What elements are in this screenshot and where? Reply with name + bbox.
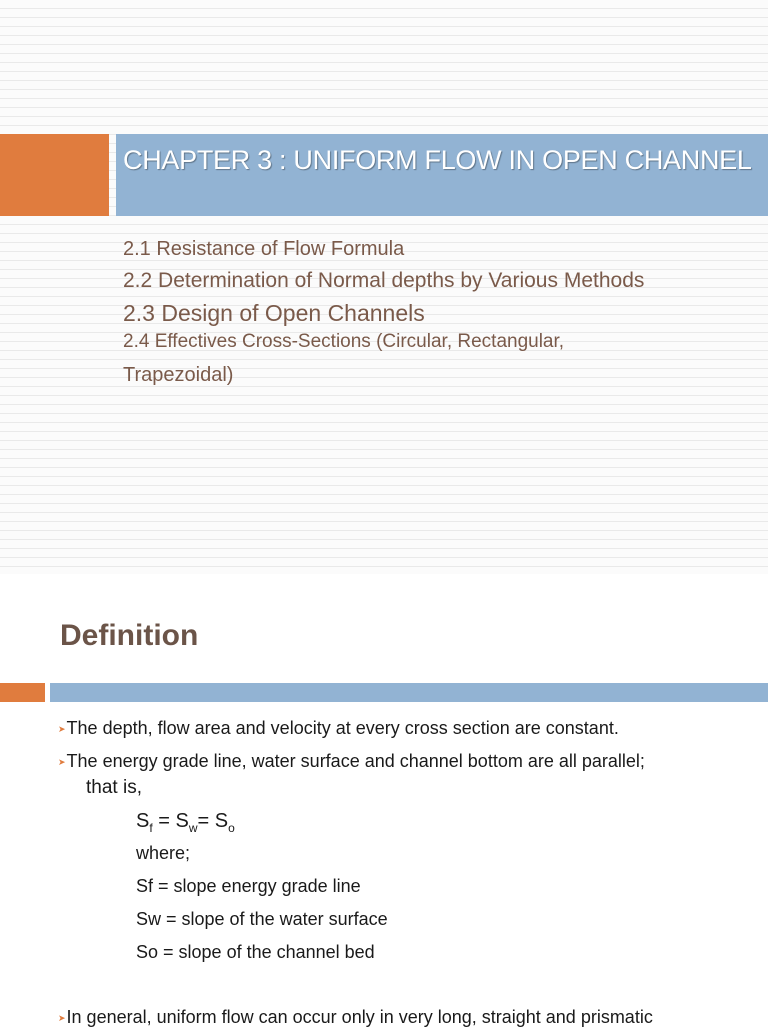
outline-item-2-4: 2.4 Effectives Cross-Sections (Circular, Rectangular, bbox=[123, 331, 565, 352]
outline-item-2-1: 2.1 Resistance of Flow Formula bbox=[123, 238, 405, 260]
bullet-2-continuation: that is, bbox=[86, 777, 142, 798]
slide-title: CHAPTER 3 : UNIFORM FLOW IN OPEN CHANNEL bbox=[123, 145, 752, 175]
where-label: where; bbox=[136, 843, 191, 863]
outline-item-2-3: 2.3 Design of Open Channels bbox=[123, 300, 425, 326]
outline-item-2-2: 2.2 Determination of Normal depths by Various Methods bbox=[123, 269, 645, 292]
bullet-arrow-icon: ➤ bbox=[58, 756, 66, 767]
outline-item-2-4-cont: Trapezoidal) bbox=[123, 364, 234, 386]
definition-title: Definition bbox=[60, 619, 199, 652]
definition-sf: Sf = slope energy grade line bbox=[136, 876, 361, 896]
blue-accent-bar bbox=[50, 683, 768, 702]
bullet-arrow-icon: ➤ bbox=[58, 1012, 66, 1023]
bullet-2: ➤The energy grade line, water surface and channel bottom are all parallel; bbox=[58, 751, 645, 771]
bullet-1: ➤The depth, flow area and velocity at every cross section are constant. bbox=[58, 718, 619, 738]
orange-accent-bar bbox=[0, 683, 45, 702]
definition-sw: Sw = slope of the water surface bbox=[136, 909, 388, 929]
orange-accent-block bbox=[0, 134, 109, 216]
bullet-3: ➤In general, uniform flow can occur only in very long, straight and prismatic bbox=[58, 1007, 653, 1027]
definition-so: So = slope of the channel bed bbox=[136, 942, 375, 962]
bullet-arrow-icon: ➤ bbox=[58, 723, 66, 734]
slope-equation: $S_f = S_w= S_o$ bbox=[136, 810, 235, 835]
